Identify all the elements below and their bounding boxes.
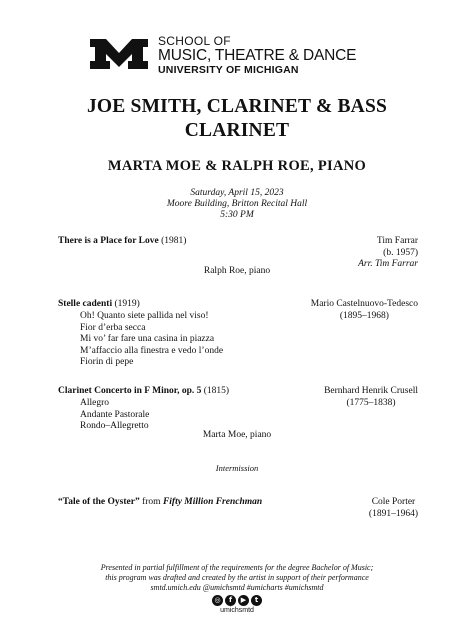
piece-1-composer: Tim Farrar <box>376 236 418 246</box>
piece-3-performer: Marta Moe, piano <box>202 430 272 440</box>
social-icons <box>0 595 474 606</box>
event-time: 5:30 PM <box>220 210 254 220</box>
intermission-label: Intermission <box>215 463 259 473</box>
piece-1-year: (1981) <box>161 236 187 246</box>
movement: Fior d’erba secca <box>80 322 146 333</box>
piece-2-composer-block <box>311 299 418 322</box>
piece-3-composer-block <box>324 386 418 409</box>
piece-3-heading <box>58 386 229 398</box>
piece-4-from: from <box>142 497 161 507</box>
piece-2-movements <box>80 311 223 369</box>
movement: Allegro <box>80 398 110 408</box>
social-handle: umichsmtd <box>220 607 254 614</box>
piece-1-dates: (b. 1957) <box>383 247 418 258</box>
movement: Fiorin di pepe <box>80 357 134 367</box>
event-details <box>40 188 434 221</box>
movement: Mi vo’ far fare una casina in piazza <box>80 334 215 344</box>
piece-3-movements <box>80 398 149 433</box>
piece-2-dates: (1895–1968) <box>339 310 389 321</box>
youtube-icon[interactable]: ▶ <box>238 595 249 606</box>
footer-line-1: Presented in partial fulfillment of the requirements for the degree Bachelor of Music; <box>100 563 374 572</box>
piece-3-composer: Bernhard Henrik Crusell <box>324 386 418 396</box>
movement: Rondo–Allegretto <box>80 421 149 431</box>
footer-line-3: smtd.umich.edu @umichsmtd #umicharts #umichsmtd <box>150 583 324 592</box>
piece-4-composer-block <box>369 497 418 520</box>
piece-4-heading <box>58 497 262 509</box>
facebook-icon[interactable]: f <box>225 595 236 606</box>
instagram-icon[interactable]: ◎ <box>212 595 223 606</box>
piece-2-year: (1919) <box>114 299 140 309</box>
movement: Oh! Quanto siete pallida nel viso! <box>80 311 209 321</box>
footer-line-2: this program was drafted and created by the artist in support of their performance <box>105 573 369 582</box>
recital-title: JOE SMITH, CLARINET & BASS CLARINET <box>86 96 388 141</box>
piece-1-performer: Ralph Roe, piano <box>203 266 271 276</box>
piece-4-dates: (1891–1964) <box>368 508 418 519</box>
piece-1-title: There is a Place for Love <box>58 236 159 246</box>
piece-4-composer: Cole Porter <box>371 497 416 507</box>
logo-line-2: MUSIC, THEATRE & DANCE <box>158 47 357 64</box>
school-wordmark <box>158 35 356 75</box>
piece-3-title: Clarinet Concerto in F Minor, op. 5 <box>58 386 202 396</box>
piece-2-title: Stelle cadenti <box>58 299 113 309</box>
logo-line-1: SCHOOL OF <box>158 34 231 48</box>
piece-4-show: Fifty Million Frenchman <box>162 497 263 507</box>
piece-4-title: “Tale of the Oyster” <box>58 497 140 507</box>
twitter-icon[interactable]: t <box>251 595 262 606</box>
piece-3-dates: (1775–1838) <box>346 397 396 408</box>
piece-1-arranger: Arr. Tim Farrar <box>358 259 418 269</box>
piece-2-composer: Mario Castelnuovo-Tedesco <box>310 299 418 309</box>
logo-line-3: UNIVERSITY OF MICHIGAN <box>158 63 299 76</box>
block-m-logo <box>88 37 150 71</box>
movement: Andante Pastorale <box>80 409 150 420</box>
event-date: Saturday, April 15, 2023 <box>190 188 284 198</box>
piece-3-year: (1815) <box>203 386 230 396</box>
piece-1-heading <box>58 236 186 248</box>
movement: M’affaccio alla finestra e vedo l’onde <box>80 345 224 356</box>
recital-subtitle: MARTA MOE & RALPH ROE, PIANO <box>107 158 367 174</box>
footer-note <box>20 563 454 593</box>
piece-2-heading <box>58 299 140 311</box>
event-venue: Moore Building, Britton Recital Hall <box>166 199 308 209</box>
